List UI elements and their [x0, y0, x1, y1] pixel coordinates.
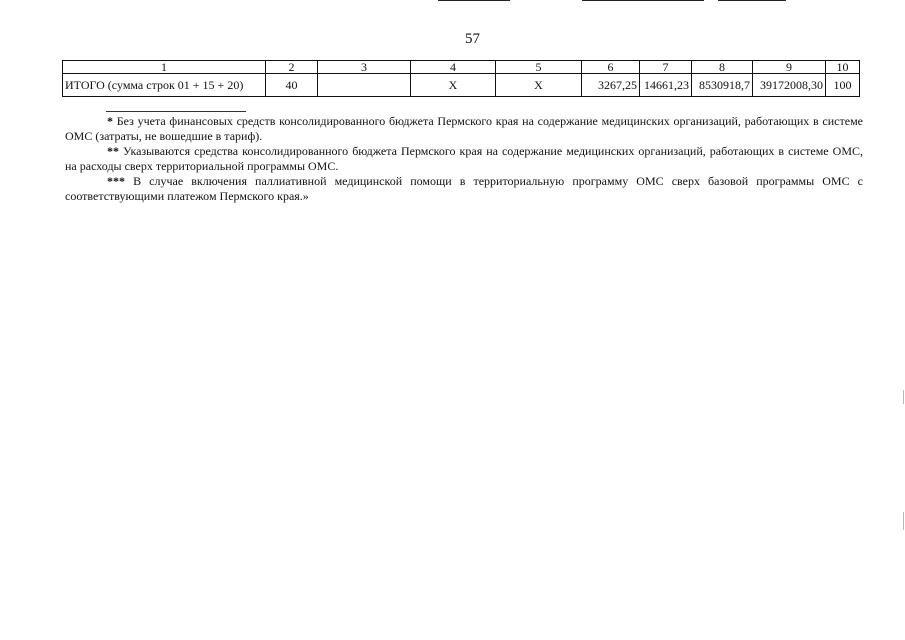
header-cell: 5	[496, 61, 582, 74]
footnote-mark: *	[107, 114, 113, 128]
header-cell: 6	[582, 61, 640, 74]
table-cell: 3267,25	[582, 74, 640, 97]
footnote-text: Указываются средства консолидированного бюджета Пермского края на содержание медицинских организаций, работающих в системе ОМС, на расходы сверх территориальной программы ОМС.	[65, 144, 863, 173]
table-cell	[318, 74, 411, 97]
header-cell: 7	[640, 61, 692, 74]
header-cell: 9	[753, 61, 826, 74]
total-label-cell: ИТОГО (сумма строк 01 + 15 + 20)	[63, 74, 266, 97]
scan-edge-mark	[903, 512, 904, 530]
table-header-row	[63, 61, 860, 74]
header-cell: 4	[411, 61, 496, 74]
table-cell: 8530918,7	[692, 74, 753, 97]
table-cell: 39172008,30	[753, 74, 826, 97]
footnote-1	[65, 114, 863, 144]
footnote-separator	[106, 111, 246, 112]
header-cell: 8	[692, 61, 753, 74]
footnote-text: Без учета финансовых средств консолидированного бюджета Пермского края на содержание медицинских организаций, работающих в системе ОМС (затраты, не вошедшие в тариф).	[65, 114, 863, 143]
footnote-mark: ***	[107, 174, 125, 188]
header-cell: 2	[266, 61, 318, 74]
footnote-3	[65, 174, 863, 204]
scan-edge-mark	[903, 390, 904, 404]
table-cell: Х	[496, 74, 582, 97]
footnotes	[65, 114, 863, 204]
table-cell: 100	[826, 74, 860, 97]
page-number: 57	[465, 31, 480, 47]
top-rule-left	[438, 0, 510, 1]
top-rule-right	[718, 0, 786, 1]
top-rule-middle	[582, 0, 704, 1]
footnote-mark: **	[107, 144, 119, 158]
table-cell: 40	[266, 74, 318, 97]
footnote-2	[65, 144, 863, 174]
header-cell: 1	[63, 61, 266, 74]
table-cell: 14661,23	[640, 74, 692, 97]
footnote-text: В случае включения паллиативной медицинской помощи в территориальную программу ОМС сверх базовой программы ОМС с соответствующими платежом Пермского края.»	[65, 174, 863, 203]
table-row-total	[63, 74, 860, 97]
header-cell: 3	[318, 61, 411, 74]
data-table	[62, 60, 860, 97]
table-cell: Х	[411, 74, 496, 97]
header-cell: 10	[826, 61, 860, 74]
